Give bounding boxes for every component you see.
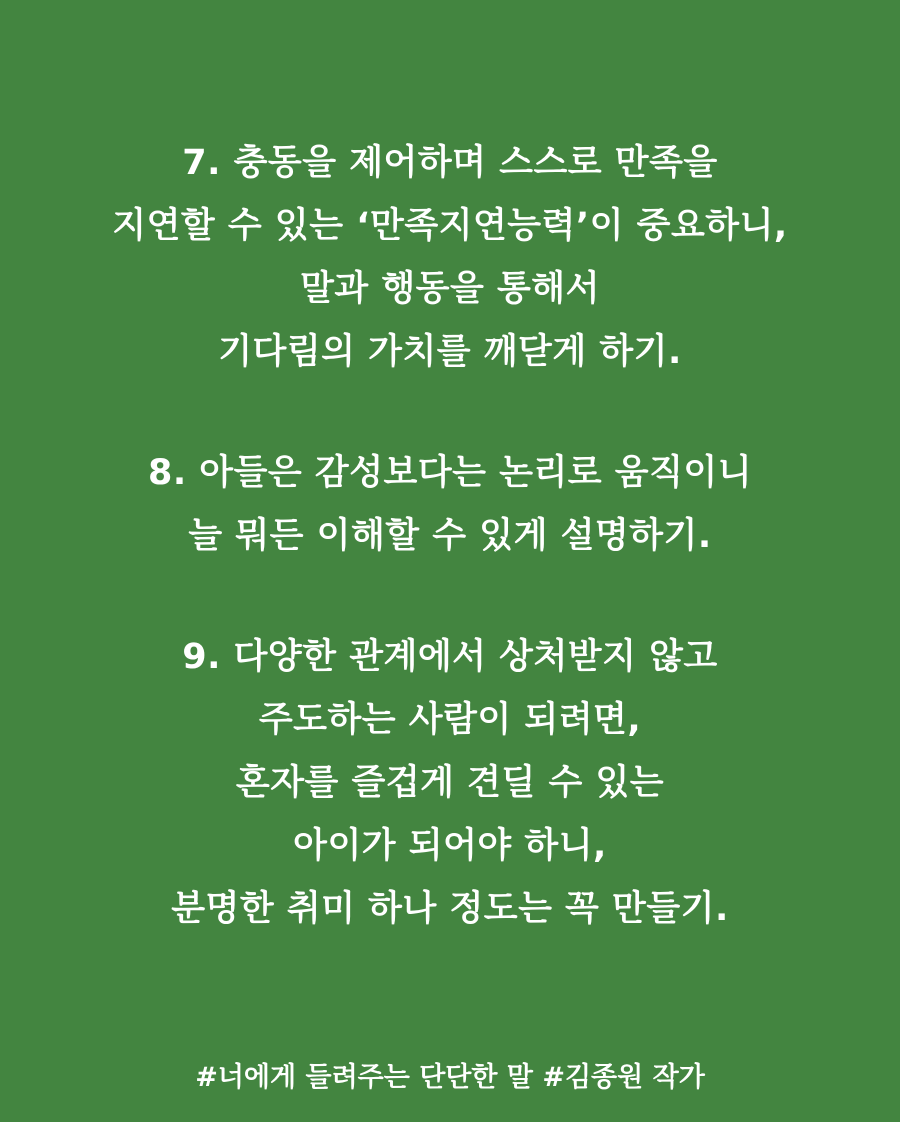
paragraph-8 [0, 442, 900, 568]
paragraph-line: 아이가 되어야 하니, [293, 826, 607, 866]
paragraph-line: 주도하는 사람이 되려면, [258, 700, 642, 740]
paragraph-line: 기다림의 가치를 깨닫게 하기. [218, 332, 682, 372]
paragraph-line: 8. 아들은 감성보다는 논리로 움직이니 [147, 453, 753, 493]
footer-hashtags: #너에게 들려주는 단단한 말 #김종원 작가 [195, 1062, 705, 1093]
paragraph-9 [0, 626, 900, 941]
paragraph-line: 말과 행동을 통해서 [300, 269, 600, 309]
paragraph-line: 지연할 수 있는 ‘만족지연능력’이 중요하니, [112, 206, 788, 246]
quote-content [0, 132, 900, 941]
paragraph-line: 7. 충동을 제어하며 스스로 만족을 [182, 143, 718, 183]
paragraph-line: 9. 다양한 관계에서 상처받지 않고 [182, 637, 718, 677]
paragraph-spacer [0, 384, 900, 442]
paragraph-7 [0, 132, 900, 384]
paragraph-line: 분명한 취미 하나 정도는 꼭 만들기. [171, 889, 729, 929]
paragraph-line: 늘 뭐든 이해할 수 있게 설명하기. [188, 516, 712, 556]
paragraph-spacer [0, 568, 900, 626]
paragraph-line: 혼자를 즐겁게 견딜 수 있는 [235, 763, 665, 803]
